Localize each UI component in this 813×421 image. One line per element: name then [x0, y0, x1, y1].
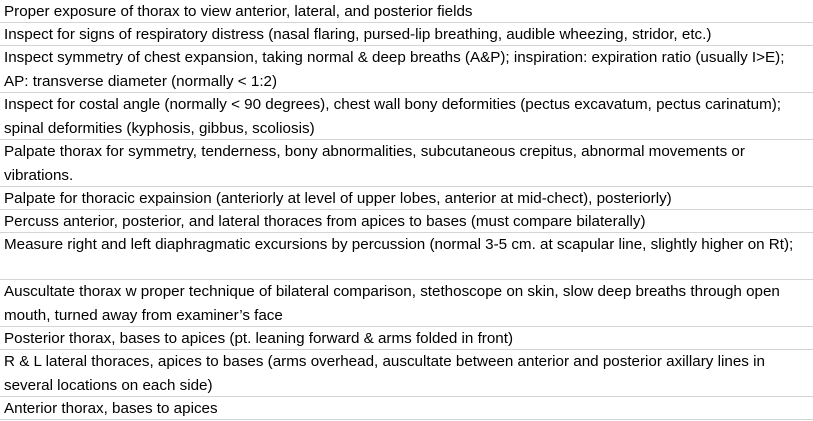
list-item	[0, 46, 813, 93]
list-item	[0, 93, 813, 140]
list-item	[0, 397, 813, 420]
row-text: Palpate thorax for symmetry, tenderness, bony abnormalities, subcutaneous crepitus, abnormal movements or vibrations.	[4, 143, 745, 184]
row-text: R & L lateral thoraces, apices to bases (arms overhead, auscultate between anterior and posterior axillary lines in several locations on each side)	[4, 353, 765, 394]
row-text: Auscultate thorax w proper technique of bilateral comparison, stethoscope on skin, slow deep breaths through open mouth, turned away from examiner’s face	[4, 283, 780, 324]
list-item	[0, 23, 813, 46]
list-item	[0, 140, 813, 187]
list-item	[0, 350, 813, 397]
row-text: Measure right and left diaphragmatic excursions by percussion (normal 3-5 cm. at scapular line, slightly higher on Rt);	[4, 236, 794, 253]
list-item	[0, 233, 813, 280]
row-text: Inspect for signs of respiratory distress (nasal flaring, pursed-lip breathing, audible wheezing, stridor, etc.)	[4, 26, 712, 43]
list-item	[0, 280, 813, 327]
row-text: Proper exposure of thorax to view anterior, lateral, and posterior fields	[4, 3, 473, 20]
list-item	[0, 0, 813, 23]
row-text: Anterior thorax, bases to apices	[4, 400, 218, 417]
list-item	[0, 327, 813, 350]
list-item	[0, 210, 813, 233]
row-text: Inspect symmetry of chest expansion, taking normal & deep breaths (A&P); inspiration: expiration ratio (usually I>E); AP: transverse diameter (normally < 1:2)	[4, 49, 785, 90]
list-item	[0, 187, 813, 210]
row-text: Inspect for costal angle (normally < 90 degrees), chest wall bony deformities (pectus excavatum, pectus carinatum); spinal deformities (kyphosis, gibbus, scoliosis)	[4, 96, 782, 137]
row-text: Posterior thorax, bases to apices (pt. leaning forward & arms folded in front)	[4, 330, 514, 347]
row-text: Percuss anterior, posterior, and lateral thoraces from apices to bases (must compare bilaterally)	[4, 213, 646, 230]
row-text: Palpate for thoracic expainsion (anteriorly at level of upper lobes, anterior at mid-chect), posteriorly)	[4, 190, 672, 207]
